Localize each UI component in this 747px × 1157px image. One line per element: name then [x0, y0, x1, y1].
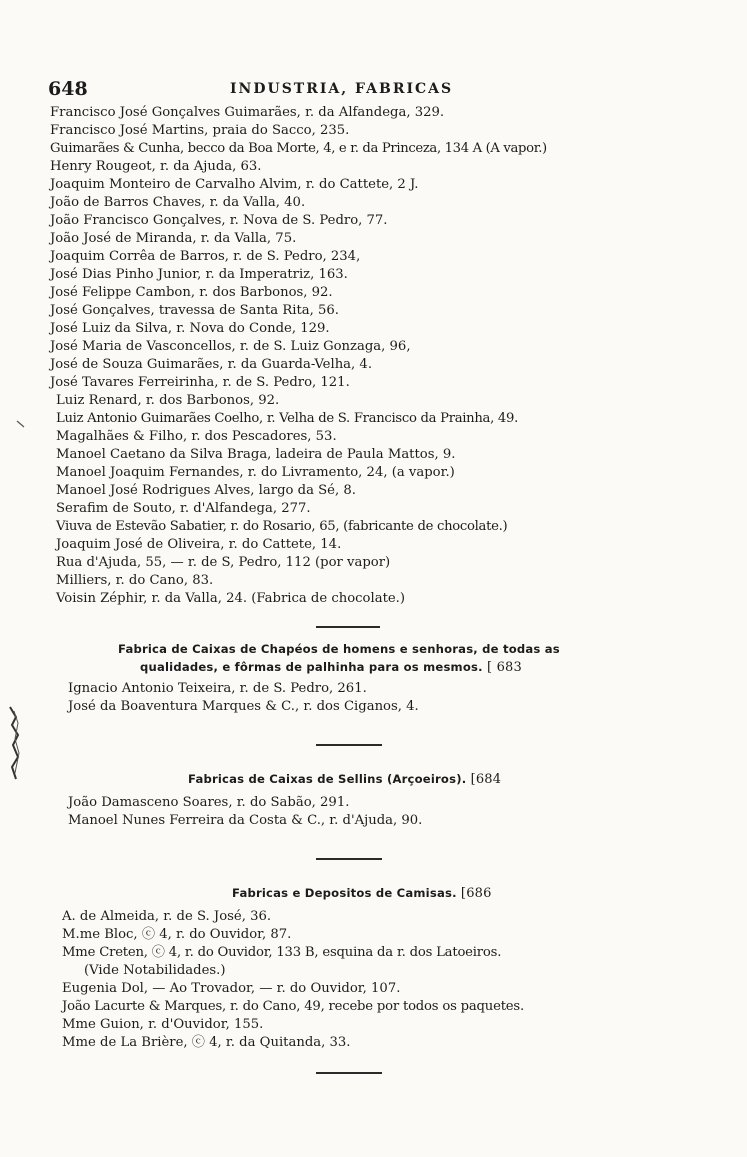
list-item: Luiz Antonio Guimarães Coelho, r. Velha de S. Francisco da Prainha, 49.	[56, 411, 518, 426]
section-title-text: Fabricas e Depositos de Camisas.	[232, 886, 457, 900]
section-code: [684	[470, 772, 502, 787]
section-title	[232, 886, 492, 901]
list-item: A. de Almeida, r. de S. José, 36.	[62, 909, 272, 924]
list-item: Francisco José Gonçalves Guimarães, r. da Alfandega, 329.	[50, 105, 445, 120]
list-item: José Gonçalves, travessa de Santa Rita, 56.	[50, 303, 339, 318]
section-divider	[316, 626, 380, 628]
list-item: Francisco José Martins, praia do Sacco, 235.	[50, 123, 350, 138]
list-item: João Francisco Gonçalves, r. Nova de S. Pedro, 77.	[50, 213, 388, 228]
section-divider	[316, 744, 382, 746]
list-item: (Vide Notabilidades.)	[84, 963, 226, 978]
list-item: Ignacio Antonio Teixeira, r. de S. Pedro, 261.	[68, 681, 367, 696]
page-number: 648	[48, 78, 88, 100]
section-title-text: Fabricas de Caixas de Sellins (Arçoeiros).	[188, 772, 467, 786]
section-title	[140, 660, 522, 675]
margin-scribble-icon	[6, 705, 22, 785]
list-item: Manoel José Rodrigues Alves, largo da Sé, 8.	[56, 483, 356, 498]
list-item: M.me Bloc, ⓒ 4, r. do Ouvidor, 87.	[62, 927, 292, 942]
list-item: Manoel Caetano da Silva Braga, ladeira de Paula Mattos, 9.	[56, 447, 456, 462]
list-item: Joaquim Corrêa de Barros, r. de S. Pedro, 234,	[50, 249, 361, 264]
section-divider	[316, 1072, 382, 1074]
list-item: Joaquim Monteiro de Carvalho Alvim, r. do Cattete, 2 J.	[50, 177, 419, 192]
section-divider	[316, 858, 382, 860]
list-item: João Lacurte & Marques, r. do Cano, 49, recebe por todos os paquetes.	[62, 999, 524, 1014]
list-item: Mme de La Brière, ⓒ 4, r. da Quitanda, 33.	[62, 1035, 351, 1050]
running-head: INDUSTRIA, FABRICAS	[230, 81, 454, 97]
list-item: Serafim de Souto, r. d'Alfandega, 277.	[56, 501, 311, 516]
list-item: Milliers, r. do Cano, 83.	[56, 573, 214, 588]
section-code: [686	[460, 886, 492, 901]
section-title	[188, 772, 501, 787]
tick-mark-icon	[16, 419, 26, 429]
list-item: José da Boaventura Marques & C., r. dos Ciganos, 4.	[68, 699, 419, 714]
list-item: Rua d'Ajuda, 55, — r. de S, Pedro, 112 (por vapor)	[56, 555, 391, 570]
list-item: José de Souza Guimarães, r. da Guarda-Velha, 4.	[50, 357, 373, 372]
list-item: Guimarães & Cunha, becco da Boa Morte, 4, e r. da Princeza, 134 A (A vapor.)	[50, 141, 547, 156]
list-item: Henry Rougeot, r. da Ajuda, 63.	[50, 159, 262, 174]
list-item: João José de Miranda, r. da Valla, 75.	[50, 231, 297, 246]
list-item: José Felippe Cambon, r. dos Barbonos, 92.	[50, 285, 333, 300]
list-item: Manoel Joaquim Fernandes, r. do Livramento, 24, (a vapor.)	[56, 465, 455, 480]
list-item: Mme Guion, r. d'Ouvidor, 155.	[62, 1017, 264, 1032]
list-item: João Damasceno Soares, r. do Sabão, 291.	[68, 795, 350, 810]
list-item: Mme Creten, ⓒ 4, r. do Ouvidor, 133 B, esquina da r. dos Latoeiros.	[62, 945, 502, 960]
list-item: José Tavares Ferreirinha, r. de S. Pedro, 121.	[50, 375, 350, 390]
section-code: [ 683	[486, 660, 522, 675]
list-item: José Luiz da Silva, r. Nova do Conde, 129.	[50, 321, 330, 336]
list-item: Magalhães & Filho, r. dos Pescadores, 53.	[56, 429, 337, 444]
list-item: Joaquim José de Oliveira, r. do Cattete, 14.	[56, 537, 342, 552]
page-header	[48, 78, 728, 100]
section-title: Fabrica de Caixas de Chapéos de homens e senhoras, de todas as	[118, 642, 560, 656]
list-item: José Maria de Vasconcellos, r. de S. Luiz Gonzaga, 96,	[50, 339, 411, 354]
list-item: Manoel Nunes Ferreira da Costa & C., r. d'Ajuda, 90.	[68, 813, 423, 828]
list-item: João de Barros Chaves, r. da Valla, 40.	[50, 195, 306, 210]
list-item: José Dias Pinho Junior, r. da Imperatriz, 163.	[50, 267, 348, 282]
list-item: Viuva de Estevão Sabatier, r. do Rosario, 65, (fabricante de chocolate.)	[56, 519, 508, 534]
margin-tick-mark	[16, 418, 26, 432]
list-item: Voisin Zéphir, r. da Valla, 24. (Fabrica de chocolate.)	[56, 591, 406, 606]
list-item: Eugenia Dol, — Ao Trovador, — r. do Ouvidor, 107.	[62, 981, 401, 996]
section-title-line2: qualidades, e fôrmas de palhinha para os mesmos.	[140, 660, 483, 674]
list-item: Luiz Renard, r. dos Barbonos, 92.	[56, 393, 280, 408]
